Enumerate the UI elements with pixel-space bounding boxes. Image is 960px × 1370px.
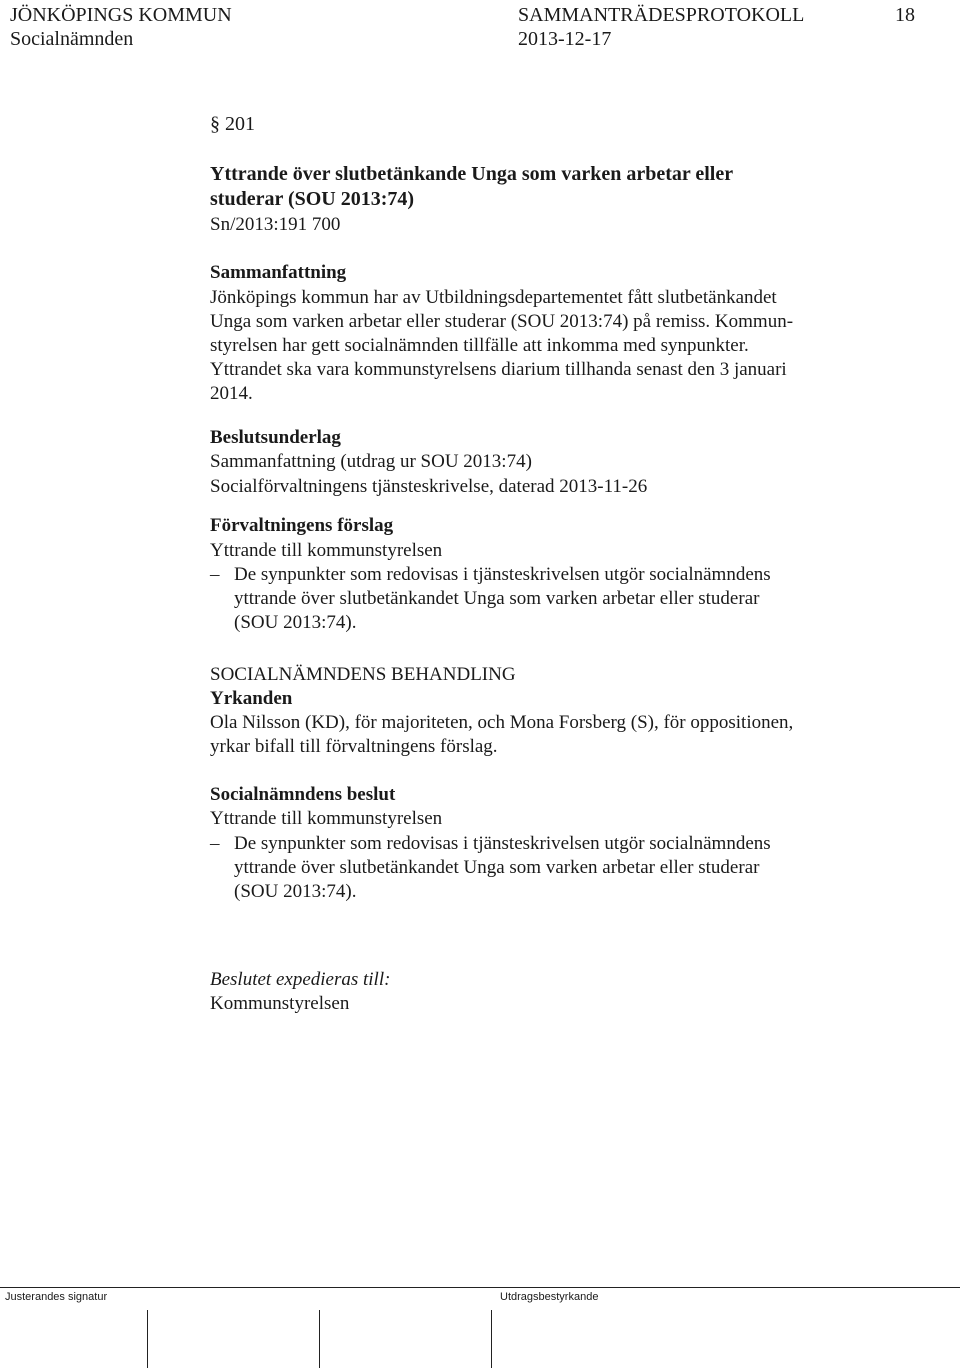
decision-heading: Socialnämndens beslut — [210, 784, 396, 805]
section-number-value: 201 — [225, 113, 255, 135]
committee-name: Socialnämnden — [10, 28, 134, 50]
handling-subheading: Yrkanden — [210, 688, 293, 709]
basis-item: Socialförvaltningens tjänsteskrivelse, daterad 2013-11-26 — [210, 476, 648, 497]
decision-intro: Yttrande till kommunstyrelsen — [210, 808, 443, 829]
section-title-line-1: Yttrande över slutbetänkande Unga som varken arbetar eller — [210, 163, 734, 185]
summary-line: 2014. — [210, 383, 253, 404]
proposal-bullet-line: yttrande över slutbetänkandet Unga som varken arbetar eller studerar — [234, 588, 760, 609]
summary-line: Jönköpings kommun har av Utbildningsdepartementet fått slutbetänkandet — [210, 287, 777, 308]
decision-dash: – — [210, 833, 220, 854]
handling-line: yrkar bifall till förvaltningens förslag. — [210, 736, 498, 757]
meeting-date: 2013-12-17 — [518, 28, 612, 50]
section-number — [210, 112, 255, 136]
proposal-heading: Förvaltningens förslag — [210, 515, 394, 536]
justerandes-signatur-label: Justerandes signatur — [5, 1291, 108, 1303]
decision-bullet-line: yttrande över slutbetänkandet Unga som varken arbetar eller studerar — [234, 857, 760, 878]
summary-line: styrelsen har gett socialnämnden tillfälle att inkomma med synpunkter. — [210, 335, 749, 356]
proposal-bullet-line: (SOU 2013:74). — [234, 612, 357, 633]
section-title-line-2: studerar (SOU 2013:74) — [210, 188, 415, 210]
summary-line: Yttrandet ska vara kommunstyrelsens diarium tillhanda senast den 3 januari — [210, 359, 787, 380]
decision-bullet-line: De synpunkter som redovisas i tjänsteskrivelsen utgör socialnämndens — [234, 833, 771, 854]
dispatch-label: Beslutet expedieras till: — [210, 969, 391, 990]
document-type: SAMMANTRÄDESPROTOKOLL — [518, 4, 805, 26]
signature-box-divider — [147, 1310, 148, 1368]
signature-box-divider — [491, 1310, 492, 1368]
handling-line: Ola Nilsson (KD), för majoriteten, och Mona Forsberg (S), för oppositionen, — [210, 712, 794, 733]
utdragsbestyrkande-label: Utdragsbestyrkande — [500, 1291, 599, 1303]
basis-heading: Beslutsunderlag — [210, 427, 341, 448]
summary-heading: Sammanfattning — [210, 262, 347, 283]
summary-line: Unga som varken arbetar eller studerar (SOU 2013:74) på remiss. Kommun- — [210, 311, 794, 332]
proposal-intro: Yttrande till kommunstyrelsen — [210, 540, 443, 561]
org-name: JÖNKÖPINGS KOMMUN — [10, 4, 232, 26]
case-number: Sn/2013:191 700 — [210, 214, 341, 235]
signature-box-divider — [319, 1310, 320, 1368]
dispatch-recipient: Kommunstyrelsen — [210, 993, 350, 1014]
decision-bullet-line: (SOU 2013:74). — [234, 881, 357, 902]
footer-divider — [0, 1287, 960, 1288]
handling-heading: SOCIALNÄMNDENS BEHANDLING — [210, 664, 516, 685]
page-number: 18 — [895, 4, 915, 26]
basis-item: Sammanfattning (utdrag ur SOU 2013:74) — [210, 451, 532, 472]
proposal-dash: – — [210, 564, 220, 585]
paragraph-sign: § — [210, 113, 220, 135]
proposal-bullet-line: De synpunkter som redovisas i tjänsteskrivelsen utgör socialnämndens — [234, 564, 771, 585]
